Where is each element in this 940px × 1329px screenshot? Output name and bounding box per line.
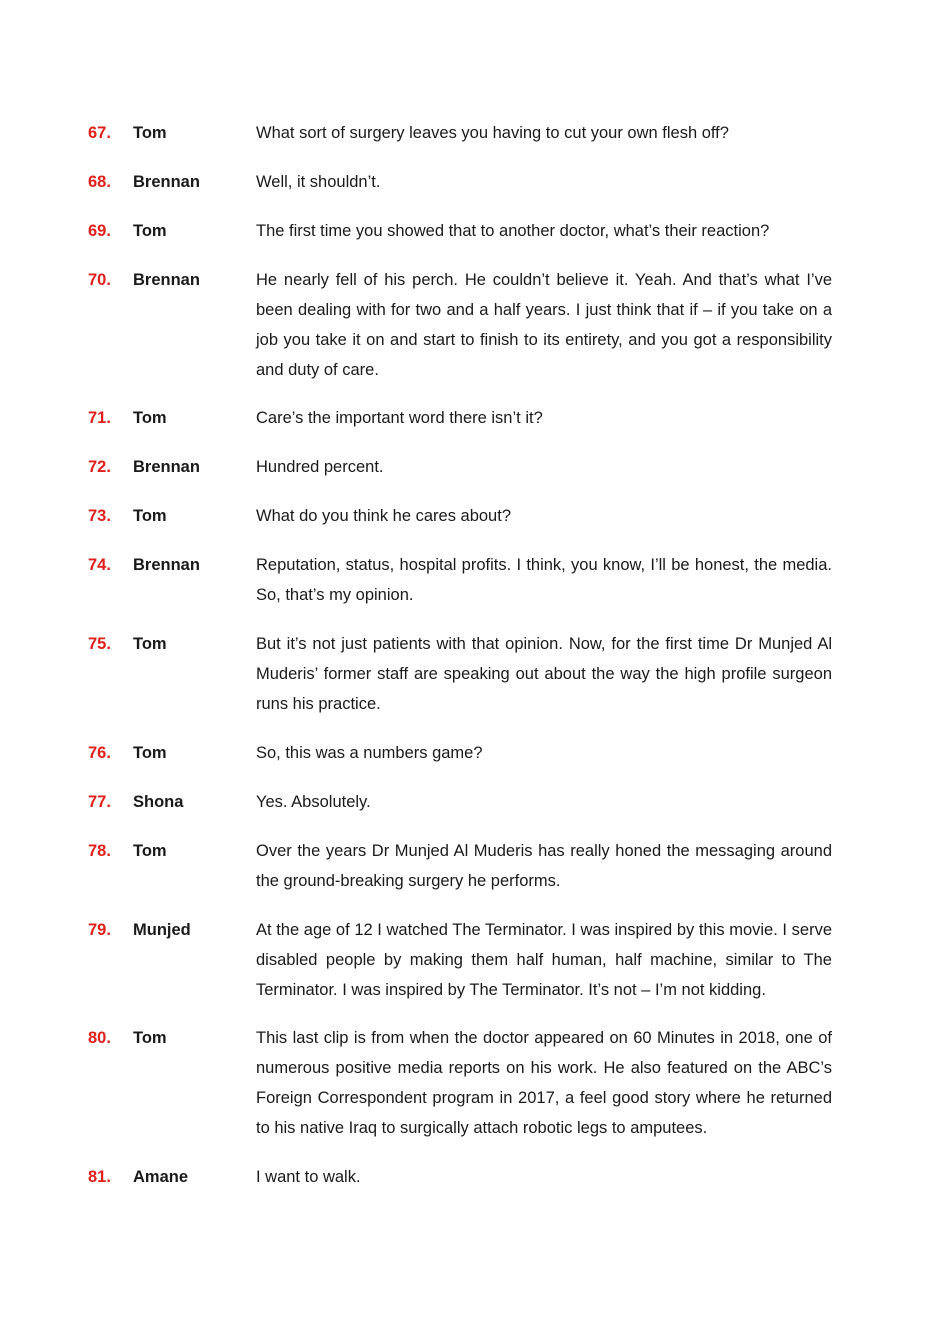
paragraph-number: 78. [88,842,111,860]
paragraph-number: 81. [88,1168,111,1186]
speaker-name: Amane [133,1168,189,1186]
speaker-name: Tom [133,842,167,860]
paragraph-number: 80. [88,1029,111,1047]
speaker-name: Munjed [133,921,191,939]
utterance-text: Hundred percent. [256,458,384,476]
paragraph-number: 68. [88,173,111,191]
utterance-text: Reputation, status, hospital profits. I think, you know, I’ll be honest, the media. So, that’s my opinion. [256,556,832,604]
utterance-text: Over the years Dr Munjed Al Muderis has really honed the messaging around the ground-breaking surgery he performs. [256,842,832,890]
speaker-name: Tom [133,507,167,525]
paragraph-number: 73. [88,507,111,525]
speaker-name: Tom [133,744,167,762]
utterance-text: He nearly fell of his perch. He couldn’t believe it. Yeah. And that’s what I’ve been dealing with for two and a half years. I just think that if – if you take on a job you take it on and start to finish to its entirety, and you got a responsibility and duty of care. [256,271,832,379]
speaker-name: Tom [133,124,167,142]
utterance-text: But it’s not just patients with that opinion. Now, for the first time Dr Munjed Al Muderis’ former staff are speaking out about the way the high profile surgeon runs his practice. [256,635,832,713]
paragraph-number: 71. [88,409,111,427]
utterance-text: Yes. Absolutely. [256,793,371,811]
paragraph-number: 72. [88,458,111,476]
paragraph-number: 77. [88,793,111,811]
utterance-text: This last clip is from when the doctor appeared on 60 Minutes in 2018, one of numerous positive media reports on his work. He also featured on the ABC’s Foreign Correspondent program in 2017, a feel good story where he returned to his native Iraq to surgically attach robotic legs to amputees. [256,1029,832,1137]
paragraph-number: 76. [88,744,111,762]
utterance-text: So, this was a numbers game? [256,744,483,762]
utterance-text: What do you think he cares about? [256,507,511,525]
utterance-text: Well, it shouldn’t. [256,173,381,191]
speaker-name: Tom [133,635,167,653]
paragraph-number: 67. [88,124,111,142]
speaker-name: Tom [133,222,167,240]
speaker-name: Shona [133,793,184,811]
paragraph-number: 70. [88,271,111,289]
utterance-text: I want to walk. [256,1168,361,1186]
paragraph-number: 79. [88,921,111,939]
paragraph-number: 69. [88,222,111,240]
utterance-text: Care’s the important word there isn’t it? [256,409,543,427]
utterance-text: The first time you showed that to another doctor, what’s their reaction? [256,222,770,240]
utterance-text: At the age of 12 I watched The Terminator. I was inspired by this movie. I serve disabled people by making them half human, half machine, similar to The Terminator. I was inspired by The Terminator. It’s not – I’m not kidding. [256,921,832,999]
speaker-name: Tom [133,409,167,427]
paragraph-number: 75. [88,635,111,653]
speaker-name: Brennan [133,458,200,476]
speaker-name: Brennan [133,556,200,574]
speaker-name: Tom [133,1029,167,1047]
utterance-text: What sort of surgery leaves you having to cut your own flesh off? [256,124,729,142]
speaker-name: Brennan [133,173,200,191]
speaker-name: Brennan [133,271,200,289]
paragraph-number: 74. [88,556,111,574]
